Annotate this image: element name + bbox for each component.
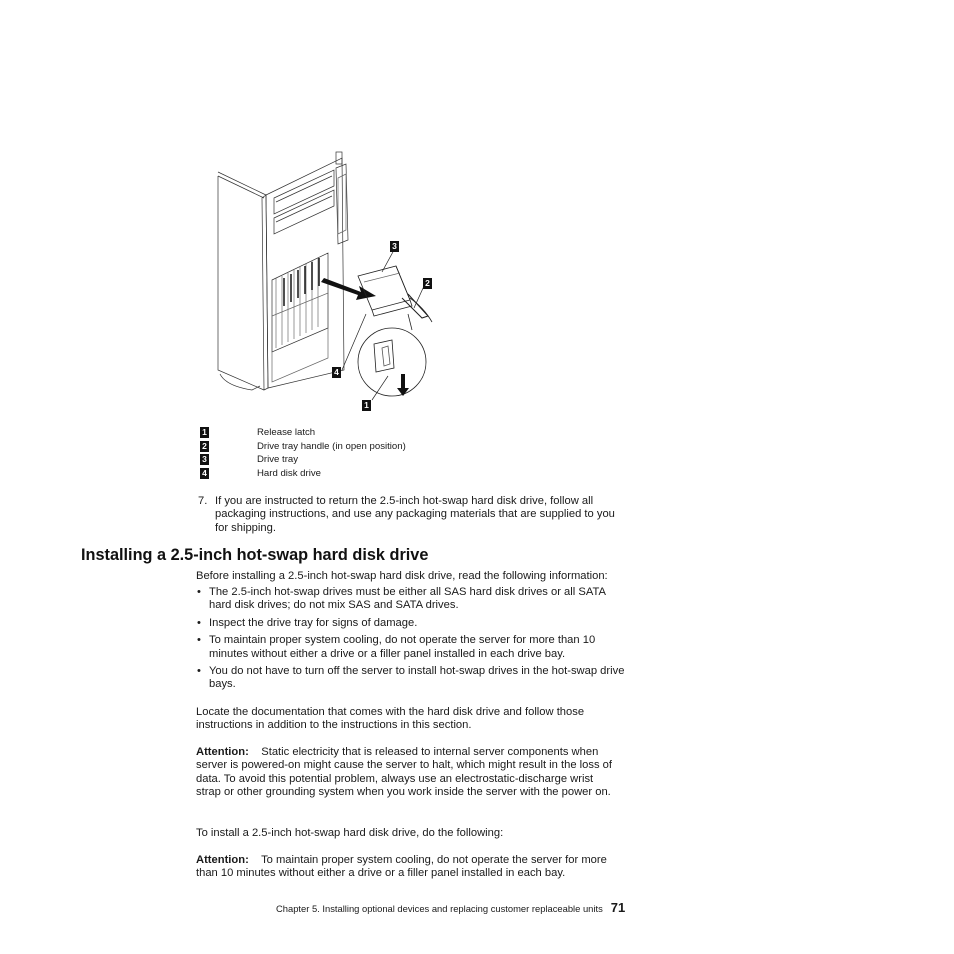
step-text: If you are instructed to return the 2.5-inch hot-swap hard disk drive, follow all packaging instructions, and use any packaging materials that are supplied to you for shipping. — [215, 495, 615, 534]
attention-text: To maintain proper system cooling, do not operate the server for more than 10 minutes without either a drive or a filler panel installed in each bay. — [196, 854, 607, 880]
legend-row — [200, 426, 520, 440]
install-intro-paragraph: To install a 2.5-inch hot-swap hard disk drive, do the following: — [196, 827, 504, 839]
legend-label: Drive tray — [257, 454, 299, 466]
attention-label: Attention: — [196, 854, 249, 866]
footer-chapter: Chapter 5. Installing optional devices and replacing customer replaceable units — [276, 903, 603, 914]
figure-callout-4: 4 — [332, 367, 341, 378]
list-item-text: You do not have to turn off the server to install hot-swap drives in the hot-swap drive bays. — [209, 665, 625, 691]
section-heading: Installing a 2.5-inch hot-swap hard disk drive — [81, 546, 429, 564]
list-item-text: To maintain proper system cooling, do not operate the server for more than 10 minutes without either a drive or a filler panel installed in each drive bay. — [209, 634, 596, 660]
list-item-text: Inspect the drive tray for signs of damage. — [209, 616, 418, 629]
legend-label: Drive tray handle (in open position) — [257, 440, 406, 452]
locate-paragraph: Locate the documentation that comes with the hard disk drive and follow those instructions in addition to the instructions in this section. — [196, 706, 585, 732]
legend-callout: 1 — [200, 427, 209, 438]
legend-row — [200, 467, 520, 481]
list-item: • The 2.5-inch hot-swap drives must be either all SAS hard disk drives or all SATA hard disk drives; do not mix SAS and SATA drives. — [197, 586, 606, 612]
latch-zoom-circle — [358, 314, 426, 396]
legend-label: Hard disk drive — [257, 467, 321, 479]
figure-callout-2: 2 — [423, 278, 432, 289]
legend-callout: 3 — [200, 454, 209, 465]
figure-legend — [200, 426, 520, 480]
drive-removal-illustration — [196, 138, 456, 418]
figure-callout-1: 1 — [362, 400, 371, 411]
legend-row — [200, 453, 520, 467]
requirements-list — [196, 586, 626, 696]
attention-label: Attention: — [196, 746, 249, 758]
attention-static-paragraph — [196, 746, 621, 800]
legend-callout: 2 — [200, 441, 209, 452]
intro-paragraph: Before installing a 2.5-inch hot-swap hard disk drive, read the following information: — [196, 570, 608, 582]
page-footer — [276, 900, 626, 915]
list-item: • To maintain proper system cooling, do not operate the server for more than 10 minutes without either a drive or a filler panel installed in each drive bay. — [197, 634, 596, 660]
list-item: • You do not have to turn off the server to install hot-swap drives in the hot-swap drive bays. — [197, 665, 625, 691]
list-item-text: The 2.5-inch hot-swap drives must be either all SAS hard disk drives or all SATA hard disk drives; do not mix SAS and SATA drives. — [209, 586, 606, 612]
figure-callout-3: 3 — [390, 241, 399, 252]
page-number: 71 — [610, 900, 626, 915]
list-item: • Inspect the drive tray for signs of damage. — [197, 616, 418, 629]
attention-text: Static electricity that is released to internal server components when server is powered-on might cause the server to halt, which might result in the loss of data. To avoid this potential problem, always use an electrostatic-discharge wrist strap or other grounding system when you work inside the server with the power on. — [196, 746, 612, 799]
attention-cooling-paragraph — [196, 854, 621, 881]
legend-callout: 4 — [200, 468, 209, 479]
step-number: 7. — [198, 495, 208, 507]
server-drawing — [196, 138, 456, 418]
legend-row — [200, 440, 520, 454]
legend-label: Release latch — [257, 427, 316, 438]
